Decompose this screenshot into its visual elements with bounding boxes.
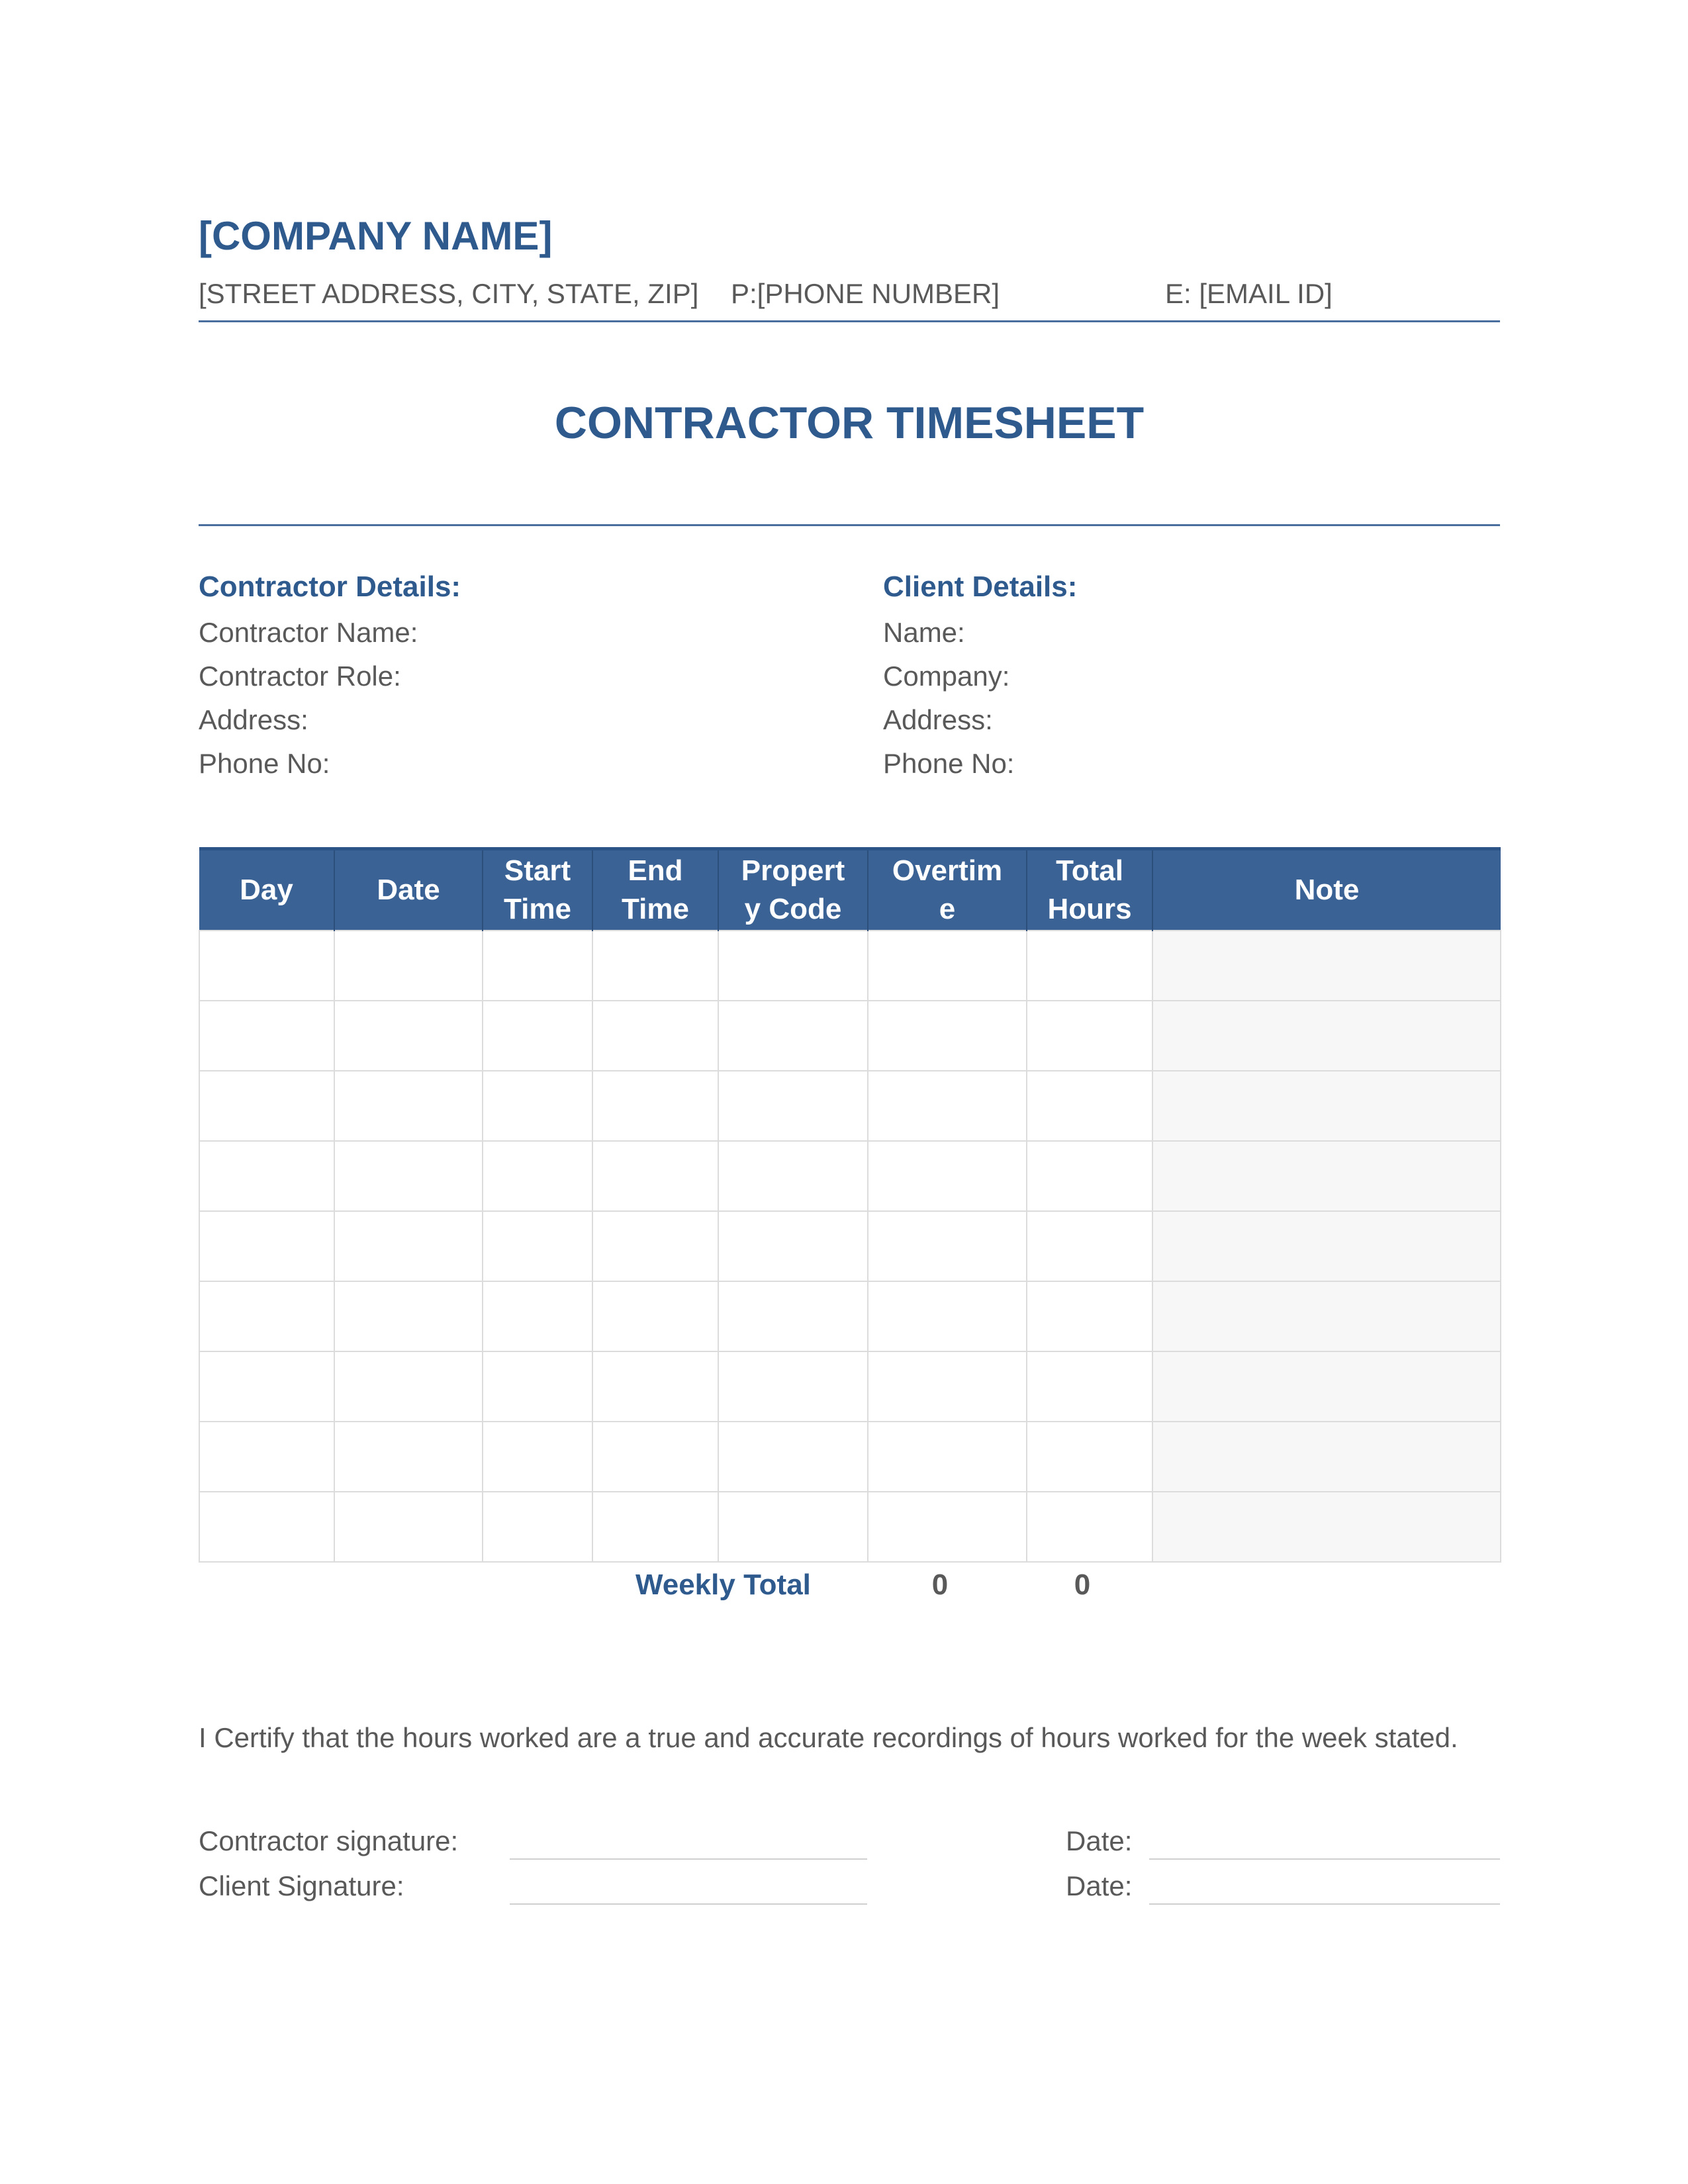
cell-overtime[interactable]	[868, 1001, 1027, 1071]
cell-note[interactable]	[1152, 1211, 1501, 1281]
cell-total-hours[interactable]	[1027, 1351, 1152, 1422]
table-header-row	[199, 849, 1501, 931]
table-row	[199, 1351, 1501, 1422]
header-total-hours: Total Hours	[1027, 849, 1152, 931]
table-row	[199, 1422, 1501, 1492]
cell-total-hours[interactable]	[1027, 1141, 1152, 1211]
title-divider	[199, 524, 1500, 526]
cell-day[interactable]	[199, 1281, 334, 1351]
contractor-date-line[interactable]	[1149, 1858, 1500, 1860]
company-name: [COMPANY NAME]	[199, 214, 553, 258]
cell-overtime[interactable]	[868, 1422, 1027, 1492]
cell-date[interactable]	[334, 931, 483, 1001]
header-overtime: Overtim e	[868, 849, 1027, 931]
cell-end-time[interactable]	[592, 1001, 718, 1071]
cell-property-code[interactable]	[718, 1141, 868, 1211]
contractor-role-label: Contractor Role:	[199, 660, 401, 692]
cell-overtime[interactable]	[868, 1281, 1027, 1351]
client-address-label: Address:	[883, 704, 993, 735]
company-address: [STREET ADDRESS, CITY, STATE, ZIP]	[199, 278, 699, 309]
cell-property-code[interactable]	[718, 1351, 868, 1422]
cell-start-time[interactable]	[483, 1141, 592, 1211]
table-row	[199, 1211, 1501, 1281]
cell-day[interactable]	[199, 1071, 334, 1141]
cell-note[interactable]	[1152, 1281, 1501, 1351]
cell-date[interactable]	[334, 1492, 483, 1562]
cell-property-code[interactable]	[718, 1071, 868, 1141]
contractor-date-label: Date:	[1066, 1825, 1133, 1856]
weekly-total-overtime: 0	[931, 1569, 949, 1601]
company-phone: P:[PHONE NUMBER]	[731, 278, 1000, 309]
cell-note[interactable]	[1152, 1071, 1501, 1141]
table-row	[199, 1281, 1501, 1351]
cell-start-time[interactable]	[483, 1211, 592, 1281]
cell-property-code[interactable]	[718, 1422, 868, 1492]
cell-total-hours[interactable]	[1027, 1071, 1152, 1141]
client-phone-label: Phone No:	[883, 748, 1015, 779]
contractor-details-heading: Contractor Details:	[199, 570, 461, 603]
cell-end-time[interactable]	[592, 1281, 718, 1351]
cell-start-time[interactable]	[483, 1351, 592, 1422]
cell-start-time[interactable]	[483, 1492, 592, 1562]
table-row	[199, 1001, 1501, 1071]
header-property-code: Propert y Code	[718, 849, 868, 931]
cell-note[interactable]	[1152, 1492, 1501, 1562]
cell-start-time[interactable]	[483, 931, 592, 1001]
cell-overtime[interactable]	[868, 1211, 1027, 1281]
table-row	[199, 931, 1501, 1001]
client-company-label: Company:	[883, 660, 1010, 692]
client-date-line[interactable]	[1149, 1903, 1500, 1905]
cell-day[interactable]	[199, 1422, 334, 1492]
cell-note[interactable]	[1152, 1422, 1501, 1492]
cell-date[interactable]	[334, 1422, 483, 1492]
cell-total-hours[interactable]	[1027, 1492, 1152, 1562]
cell-total-hours[interactable]	[1027, 1281, 1152, 1351]
cell-overtime[interactable]	[868, 1492, 1027, 1562]
cell-total-hours[interactable]	[1027, 1422, 1152, 1492]
client-signature-line[interactable]	[510, 1903, 867, 1905]
cell-date[interactable]	[334, 1211, 483, 1281]
header-start-time: Start Time	[483, 849, 592, 931]
contractor-name-label: Contractor Name:	[199, 617, 418, 648]
timesheet-table	[199, 847, 1501, 1563]
cell-start-time[interactable]	[483, 1422, 592, 1492]
cell-total-hours[interactable]	[1027, 1211, 1152, 1281]
cell-day[interactable]	[199, 1141, 334, 1211]
cell-day[interactable]	[199, 1211, 334, 1281]
cell-date[interactable]	[334, 1351, 483, 1422]
cell-end-time[interactable]	[592, 931, 718, 1001]
weekly-total-hours: 0	[1074, 1569, 1091, 1601]
cell-total-hours[interactable]	[1027, 931, 1152, 1001]
cell-property-code[interactable]	[718, 1211, 868, 1281]
company-email: E: [EMAIL ID]	[1165, 278, 1333, 309]
cell-end-time[interactable]	[592, 1492, 718, 1562]
header-day: Day	[199, 849, 334, 931]
contractor-signature-line[interactable]	[510, 1858, 867, 1860]
cell-overtime[interactable]	[868, 931, 1027, 1001]
cell-note[interactable]	[1152, 1351, 1501, 1422]
cell-note[interactable]	[1152, 1141, 1501, 1211]
cell-end-time[interactable]	[592, 1211, 718, 1281]
cell-day[interactable]	[199, 1492, 334, 1562]
cell-date[interactable]	[334, 1001, 483, 1071]
cell-overtime[interactable]	[868, 1071, 1027, 1141]
cell-property-code[interactable]	[718, 931, 868, 1001]
header-end-time: End Time	[592, 849, 718, 931]
cell-start-time[interactable]	[483, 1281, 592, 1351]
header-date: Date	[334, 849, 483, 931]
cell-total-hours[interactable]	[1027, 1001, 1152, 1071]
header-note: Note	[1152, 849, 1501, 931]
table-row	[199, 1492, 1501, 1562]
certification-statement: I Certify that the hours worked are a true and accurate recordings of hours worked for the week stated.	[199, 1722, 1458, 1753]
cell-property-code[interactable]	[718, 1281, 868, 1351]
cell-date[interactable]	[334, 1141, 483, 1211]
contractor-signature-label: Contractor signature:	[199, 1825, 459, 1856]
document-title: CONTRACTOR TIMESHEET	[554, 398, 1145, 448]
cell-end-time[interactable]	[592, 1422, 718, 1492]
cell-date[interactable]	[334, 1071, 483, 1141]
weekly-total-label: Weekly Total	[635, 1569, 811, 1601]
cell-start-time[interactable]	[483, 1001, 592, 1071]
cell-start-time[interactable]	[483, 1071, 592, 1141]
contractor-phone-label: Phone No:	[199, 748, 330, 779]
contractor-address-label: Address:	[199, 704, 308, 735]
cell-overtime[interactable]	[868, 1141, 1027, 1211]
cell-overtime[interactable]	[868, 1351, 1027, 1422]
client-date-label: Date:	[1066, 1870, 1133, 1901]
cell-day[interactable]	[199, 931, 334, 1001]
client-name-label: Name:	[883, 617, 965, 648]
client-details-heading: Client Details:	[883, 570, 1078, 603]
table-row	[199, 1141, 1501, 1211]
cell-note[interactable]	[1152, 931, 1501, 1001]
cell-property-code[interactable]	[718, 1492, 868, 1562]
cell-property-code[interactable]	[718, 1001, 868, 1071]
cell-note[interactable]	[1152, 1001, 1501, 1071]
header-divider	[199, 320, 1500, 322]
cell-day[interactable]	[199, 1001, 334, 1071]
cell-end-time[interactable]	[592, 1141, 718, 1211]
cell-day[interactable]	[199, 1351, 334, 1422]
cell-date[interactable]	[334, 1281, 483, 1351]
client-signature-label: Client Signature:	[199, 1870, 404, 1901]
table-row	[199, 1071, 1501, 1141]
cell-end-time[interactable]	[592, 1351, 718, 1422]
cell-end-time[interactable]	[592, 1071, 718, 1141]
